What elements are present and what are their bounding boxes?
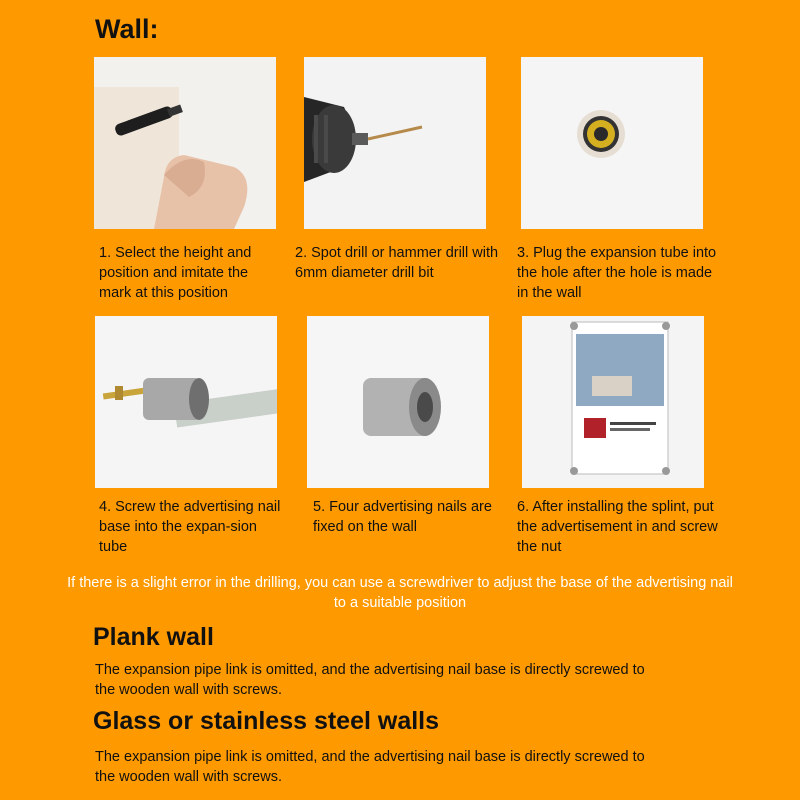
step-3-photo bbox=[521, 57, 703, 229]
plank-wall-heading: Plank wall bbox=[93, 623, 214, 651]
step-4-photo bbox=[95, 316, 277, 488]
step-2-photo bbox=[304, 57, 486, 229]
wall-heading: Wall: bbox=[95, 14, 159, 44]
glass-wall-heading: Glass or stainless steel walls bbox=[93, 707, 440, 735]
drilling-note: If there is a slight error in the drilling, you can use a screwdriver to adjust the base of the advertising nail to a suitable position bbox=[67, 575, 733, 611]
step-6-caption: 6. After installing the splint, put the advertisement in and screw the nut bbox=[517, 499, 718, 555]
step-3-caption: 3. Plug the expansion tube into the hole after the hole is made in the wall bbox=[517, 245, 717, 301]
step-6-photo bbox=[522, 316, 704, 488]
step-4-caption: 4. Screw the advertising nail base into the expan-sion tube bbox=[99, 499, 281, 555]
step-1-photo bbox=[94, 57, 276, 229]
step-1-caption: 1. Select the height and position and imitate the mark at this position bbox=[99, 245, 252, 301]
step-5-photo bbox=[307, 316, 489, 488]
plank-wall-text: The expansion pipe link is omitted, and the advertising nail base is directly screwed to the wooden wall with screws. bbox=[95, 662, 645, 698]
step-2-caption: 2. Spot drill or hammer drill with 6mm diameter drill bit bbox=[295, 245, 499, 281]
step-5-caption: 5. Four advertising nails are fixed on the wall bbox=[313, 499, 492, 535]
glass-wall-text: The expansion pipe link is omitted, and the advertising nail base is directly screwed to the wooden wall with screws. bbox=[95, 749, 645, 785]
